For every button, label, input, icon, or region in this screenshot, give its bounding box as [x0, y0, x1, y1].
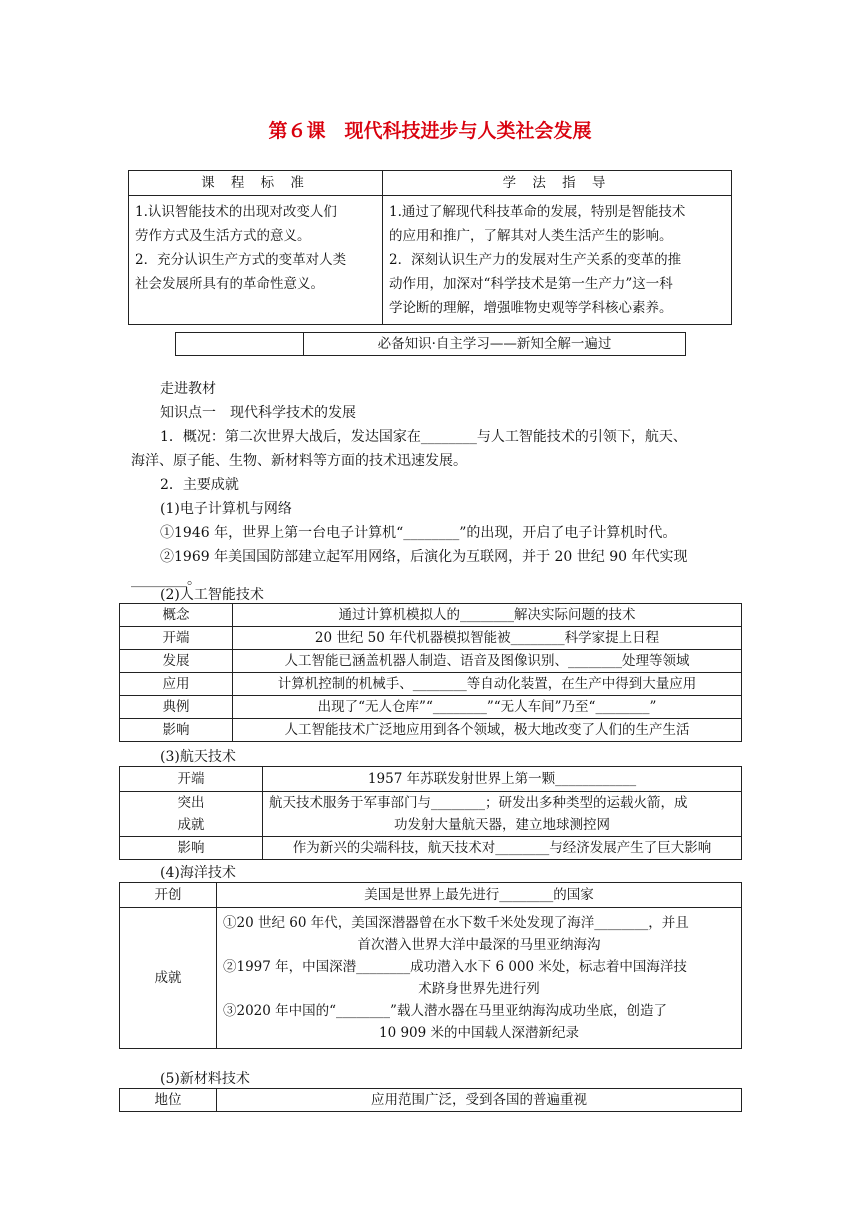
table-row [120, 604, 742, 627]
row-label: 影响 [120, 719, 233, 742]
table-row [120, 696, 742, 719]
row-content: 计算机控制的机械手、________等自动化装置，在生产中得到大量应用 [233, 673, 742, 696]
table-row [120, 1089, 742, 1112]
ai-table [119, 603, 742, 742]
knowledge-point-heading: 知识点一 现代科学技术的发展 [160, 405, 356, 421]
text-line: 1.认识智能技术的出现对改变人们 [135, 204, 337, 220]
row-label: 应用 [120, 673, 233, 696]
text-line: 1.通过了解现代科技革命的发展，特别是智能技术 [389, 204, 686, 220]
text-line: 劳作方式及生活方式的意义。 [135, 228, 311, 244]
standards-cell [129, 196, 383, 325]
sub-heading: (1)电子计算机与网络 [160, 501, 292, 517]
table-row [120, 883, 742, 908]
row-content: 应用范围广泛，受到各国的普遍重视 [217, 1089, 742, 1112]
banner-empty-cell [176, 333, 304, 356]
paragraph-line: 海洋、原子能、生物、新材料等方面的技术迅速发展。 [131, 453, 467, 469]
sub-heading: (5)新材料技术 [160, 1071, 250, 1087]
sub-heading: (4)海洋技术 [160, 865, 236, 881]
table-row [120, 792, 742, 837]
table-row [120, 767, 742, 792]
material-table [119, 1088, 742, 1112]
text-line: 成就 [177, 817, 205, 833]
row-label: 发展 [120, 650, 233, 673]
table-row [120, 719, 742, 742]
row-content [217, 908, 742, 1049]
banner-text: 必备知识·自主学习——新知全解一遍过 [304, 333, 686, 356]
section-label: 走进教材 [160, 381, 216, 397]
row-content [263, 792, 742, 837]
row-content: 美国是世界上最先进行________的国家 [217, 883, 742, 908]
row-content: 人工智能已涵盖机器人制造、语音及图像识别、________处理等领域 [233, 650, 742, 673]
text-line: ②1997 年，中国深潜________成功潜入水下 6 000 米处，标志着中国海洋技 [223, 959, 687, 975]
text-line: 术跻身世界先进行列 [418, 981, 540, 997]
text-line: 首次潜入世界大洋中最深的马里亚纳海沟 [357, 937, 601, 953]
text-line: ①20 世纪 60 年代，美国深潜器曾在水下数千米处发现了海洋________，并且 [223, 915, 689, 931]
guidance-header: 学 法 指 导 [383, 171, 732, 196]
row-label: 成就 [120, 908, 217, 1049]
text-line: 2．深刻认识生产力的发展对生产关系的变革的推 [389, 252, 682, 268]
paragraph-line: ________。 [131, 572, 201, 588]
standards-table [128, 170, 732, 325]
text-line: 的应用和推广，了解其对人类生活产生的影响。 [389, 228, 673, 244]
row-label [120, 792, 263, 837]
paragraph-line: 1．概况：第二次世界大战后，发达国家在________与人工智能技术的引领下，航天、 [160, 429, 687, 445]
row-label: 开端 [120, 767, 263, 792]
text-line: 动作用，加深对“科学技术是第一生产力”这一科 [389, 276, 673, 292]
row-label: 影响 [120, 837, 263, 860]
row-content: 出现了“无人仓库”“________”“无人车间”乃至“________” [233, 696, 742, 719]
row-label: 地位 [120, 1089, 217, 1112]
ocean-table [119, 882, 742, 1049]
paragraph-line: ①1946 年，世界上第一台电子计算机“________”的出现，开启了电子计算机时代。 [160, 525, 677, 541]
table-row [120, 627, 742, 650]
text-line: ③2020 年中国的“________”载人潜水器在马里亚纳海沟成功坐底，创造了 [223, 1003, 667, 1019]
guidance-cell [383, 196, 732, 325]
text-line: 10 909 米的中国载人深潜新纪录 [378, 1025, 580, 1041]
text-line: 2．充分认识生产方式的变革对人类 [135, 252, 347, 268]
section-banner [175, 332, 686, 356]
text-line: 社会发展所具有的革命性意义。 [135, 276, 324, 292]
row-content: 作为新兴的尖端科技，航天技术对________与经济发展产生了巨大影响 [263, 837, 742, 860]
sub-heading: (2)人工智能技术 [160, 587, 264, 603]
table-row [120, 650, 742, 673]
table-row [120, 673, 742, 696]
paragraph-line: 2．主要成就 [160, 477, 239, 493]
text-line: 航天技术服务于军事部门与________；研发出多种类型的运载火箭，成 [269, 795, 688, 811]
row-label: 开端 [120, 627, 233, 650]
row-content: 通过计算机模拟人的________解决实际问题的技术 [233, 604, 742, 627]
space-table [119, 766, 742, 860]
row-label: 概念 [120, 604, 233, 627]
row-content: 人工智能技术广泛地应用到各个领域，极大地改变了人们的生产生活 [233, 719, 742, 742]
sub-heading: (3)航天技术 [160, 749, 236, 765]
text-line: 突出 [177, 795, 205, 811]
row-label: 开创 [120, 883, 217, 908]
table-row [120, 908, 742, 1049]
table-row [120, 837, 742, 860]
row-content: 1957 年苏联发射世界上第一颗____________ [263, 767, 742, 792]
row-label: 典例 [120, 696, 233, 719]
lesson-title: 第６课 现代科技进步与人类社会发展 [268, 120, 592, 142]
paragraph-line: ②1969 年美国国防部建立起军用网络，后演化为互联网，并于 20 世纪 90 年代实现 [160, 549, 688, 565]
text-line: 功发射大量航天器，建立地球测控网 [394, 817, 610, 833]
text-line: 学论断的理解，增强唯物史观等学科核心素养。 [389, 300, 673, 316]
row-content: 20 世纪 50 年代机器模拟智能被________科学家提上日程 [233, 627, 742, 650]
standards-header: 课 程 标 准 [129, 171, 383, 196]
